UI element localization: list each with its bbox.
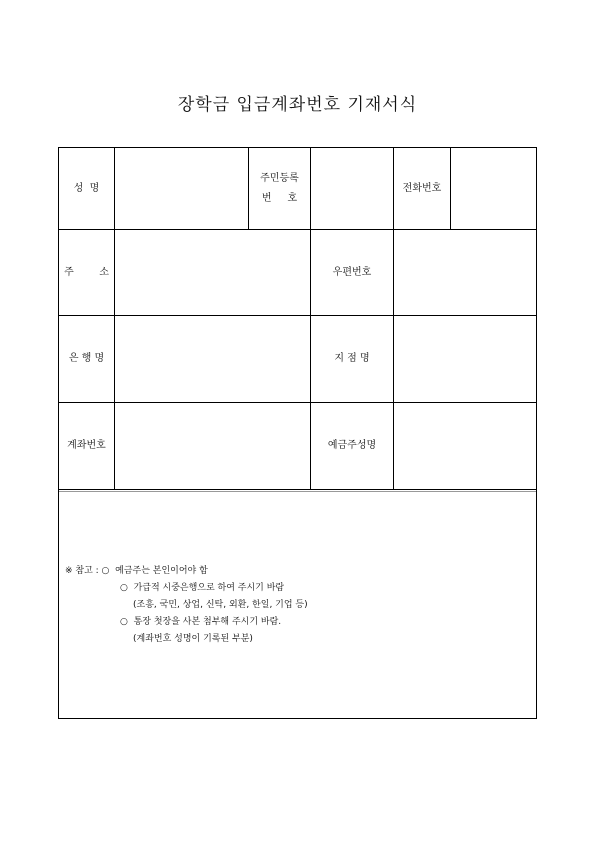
- page-title: 장학금 입금계좌번호 기재서식: [177, 95, 418, 115]
- postal-code-label: 우편번호: [332, 266, 372, 278]
- bank-name-field[interactable]: [115, 316, 310, 402]
- address-field[interactable]: [115, 230, 310, 315]
- bank-name-label: 은 행 명: [68, 353, 105, 364]
- note-line: ○ 가급적 시중은행으로 하여 주시기 바람: [120, 583, 285, 593]
- name-field[interactable]: [115, 148, 248, 229]
- account-number-label: 계좌번호: [67, 440, 106, 451]
- notes-section: [65, 563, 308, 648]
- branch-name-field[interactable]: [394, 316, 536, 402]
- note-line: ※ 참고 : ○ 예금주는 본인이어야 함: [65, 566, 208, 576]
- phone-field[interactable]: [451, 148, 536, 229]
- resident-number-field[interactable]: [311, 148, 393, 229]
- branch-name-label: 지 점 명: [334, 353, 370, 364]
- account-number-field[interactable]: [115, 403, 310, 489]
- row-divider: [59, 491, 536, 492]
- phone-label: 전화번호: [402, 182, 442, 194]
- account-form: [58, 147, 537, 719]
- account-holder-field[interactable]: [394, 403, 536, 489]
- postal-code-field[interactable]: [394, 230, 536, 315]
- row-divider: [59, 489, 536, 490]
- resident-number-label-line1: 주민등록: [260, 172, 299, 184]
- account-holder-label: 예금주성명: [327, 440, 377, 451]
- resident-number-label-line2: 번 호: [261, 192, 298, 204]
- note-line: (계좌번호 성명이 기록된 부분): [133, 634, 253, 644]
- note-line: ○ 통장 첫장을 사본 첨부해 주시기 바람.: [120, 617, 282, 627]
- address-label: 주 소: [64, 266, 109, 278]
- note-line: (조흥, 국민, 상업, 신탁, 외환, 한일, 기업 등): [133, 600, 308, 610]
- resident-number-label: [249, 148, 310, 229]
- name-label: 성 명: [73, 182, 100, 194]
